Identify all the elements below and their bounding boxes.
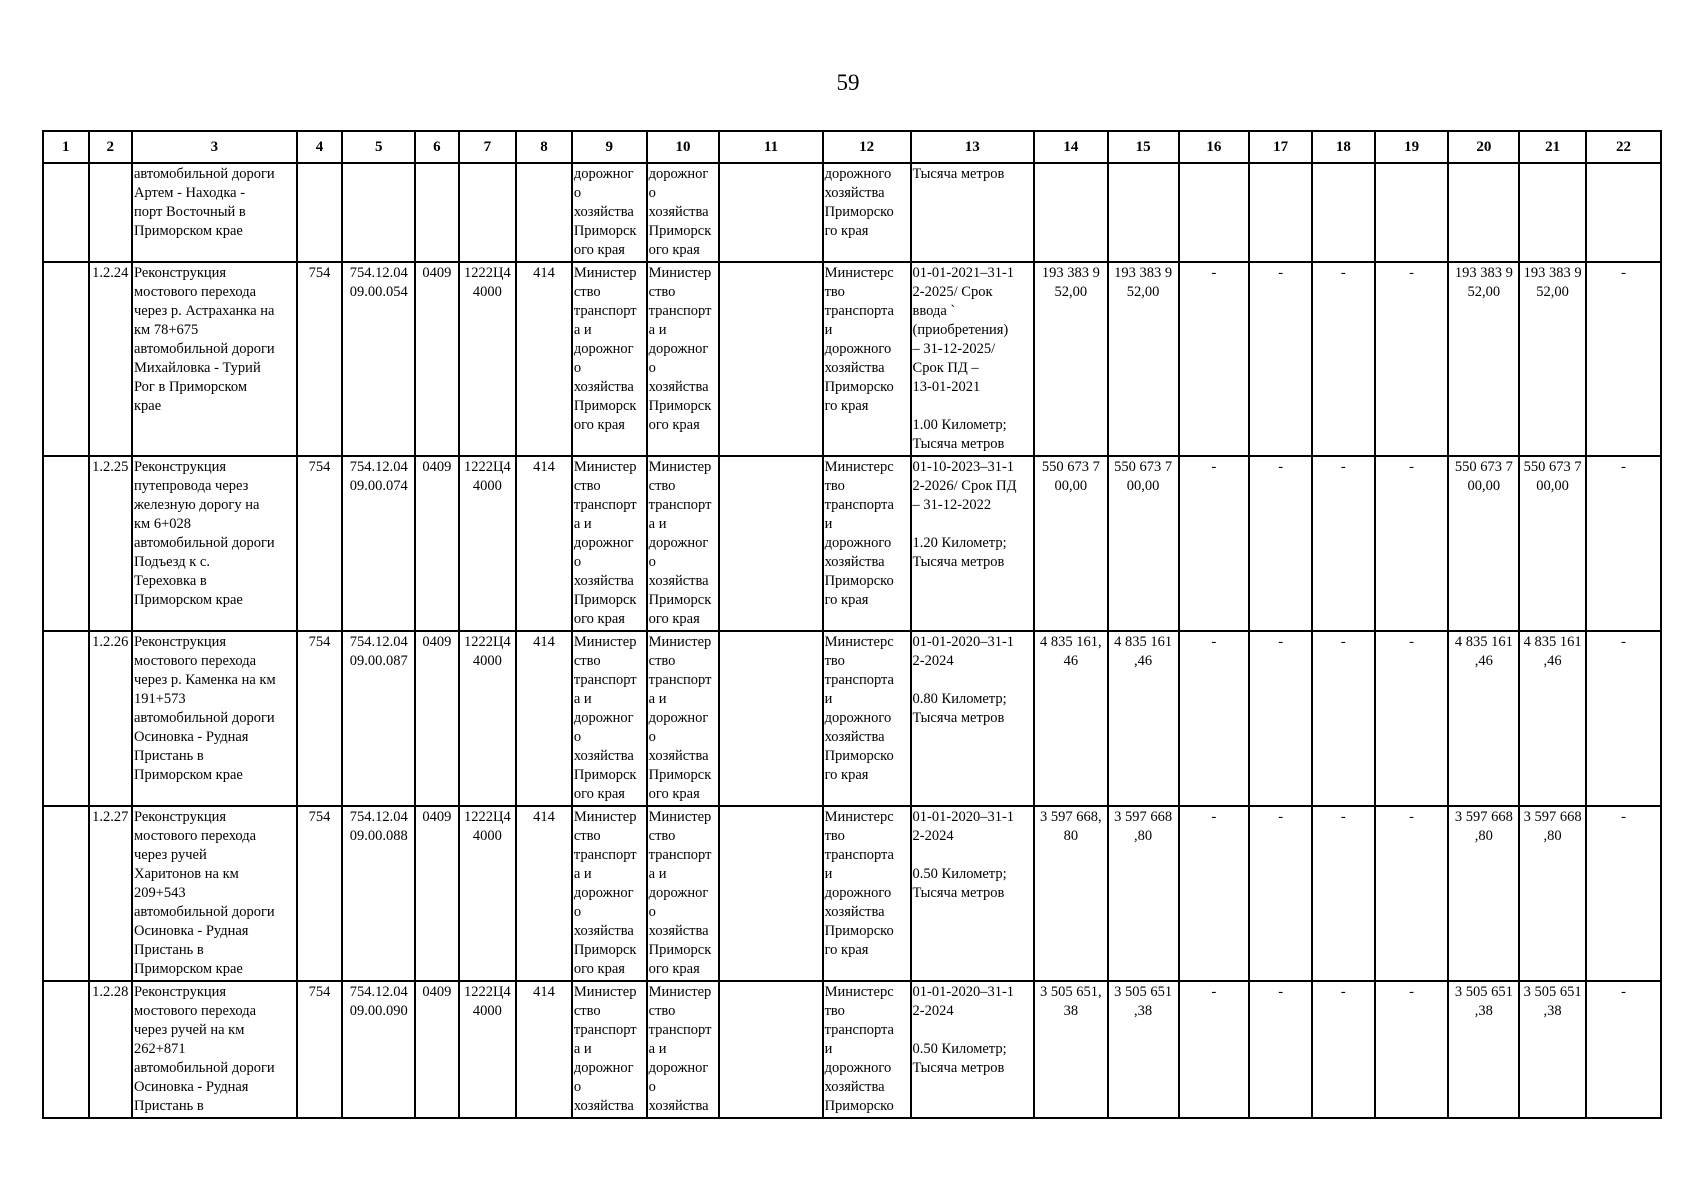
cell: Министер ство транспорт а и дорожног о хозяйства Приморск ого края xyxy=(647,456,720,631)
cell: 1222Ц4 4000 xyxy=(459,456,517,631)
cell: 4 835 161, 46 xyxy=(1034,631,1108,806)
row-number: 1.2.24 xyxy=(89,262,132,456)
table-row xyxy=(43,262,1661,456)
table-row xyxy=(43,806,1661,981)
column-header: 19 xyxy=(1375,131,1449,163)
cell xyxy=(43,631,89,806)
cell: 0409 xyxy=(415,981,458,1118)
cell xyxy=(1448,163,1519,262)
cell: - xyxy=(1375,262,1449,456)
cell: 4 835 161 ,46 xyxy=(1448,631,1519,806)
cell: 01-01-2020–31-1 2-2024 0.50 Километр; Тысяча метров xyxy=(911,981,1034,1118)
column-header: 8 xyxy=(516,131,572,163)
cell xyxy=(43,981,89,1118)
cell: 754.12.04 09.00.087 xyxy=(342,631,415,806)
cell: - xyxy=(1375,631,1449,806)
cell: - xyxy=(1312,631,1375,806)
cell: 3 597 668 ,80 xyxy=(1519,806,1586,981)
cell: 1222Ц4 4000 xyxy=(459,981,517,1118)
cell xyxy=(719,806,822,981)
cell xyxy=(415,163,458,262)
cell: 3 505 651 ,38 xyxy=(1448,981,1519,1118)
cell: - xyxy=(1249,262,1312,456)
object-name: Реконструкция мостового перехода через р. Астраханка на км 78+675 автомобильной дороги Михайловка - Турий Рог в Приморском крае xyxy=(132,262,297,456)
cell: 754.12.04 09.00.074 xyxy=(342,456,415,631)
row-number: 1.2.26 xyxy=(89,631,132,806)
cell: - xyxy=(1312,806,1375,981)
cell: 3 597 668, 80 xyxy=(1034,806,1108,981)
object-name: Реконструкция мостового перехода через ручей на км 262+871 автомобильной дороги Осиновка - Рудная Пристань в xyxy=(132,981,297,1118)
column-header: 11 xyxy=(719,131,822,163)
cell: - xyxy=(1586,631,1661,806)
column-header: 9 xyxy=(572,131,647,163)
cell: 0409 xyxy=(415,262,458,456)
cell xyxy=(719,163,822,262)
cell: автомобильной дороги Артем - Находка - порт Восточный в Приморском крае xyxy=(132,163,297,262)
cell: 01-01-2020–31-1 2-2024 0.50 Километр; Тысяча метров xyxy=(911,806,1034,981)
cell: - xyxy=(1586,262,1661,456)
cell: 754 xyxy=(297,806,343,981)
cell: - xyxy=(1375,806,1449,981)
table-row xyxy=(43,163,1661,262)
cell: 754.12.04 09.00.088 xyxy=(342,806,415,981)
column-header: 22 xyxy=(1586,131,1661,163)
cell: Министерс тво транспорта и дорожного хозяйства Приморско го края xyxy=(823,806,911,981)
cell: Министерс тво транспорта и дорожного хозяйства Приморско го края xyxy=(823,262,911,456)
cell: - xyxy=(1249,456,1312,631)
header-row xyxy=(43,131,1661,163)
cell xyxy=(342,163,415,262)
cell xyxy=(43,163,89,262)
cell: - xyxy=(1375,456,1449,631)
object-name: Реконструкция мостового перехода через ручей Харитонов на км 209+543 автомобильной дороги Осиновка - Рудная Пристань в Приморском крае xyxy=(132,806,297,981)
cell: 1222Ц4 4000 xyxy=(459,262,517,456)
cell: дорожног о хозяйства Приморск ого края xyxy=(647,163,720,262)
cell: - xyxy=(1375,981,1449,1118)
row-number: 1.2.28 xyxy=(89,981,132,1118)
cell: Министерс тво транспорта и дорожного хозяйства Приморско го края xyxy=(823,631,911,806)
cell: 01-01-2021–31-1 2-2025/ Срок ввода ` (приобретения) – 31-12-2025/ Срок ПД – 13-01-2021 1.00 Километр; Тысяча метров xyxy=(911,262,1034,456)
cell xyxy=(89,163,132,262)
cell: - xyxy=(1179,262,1250,456)
page-number: 59 xyxy=(836,70,860,95)
cell: - xyxy=(1249,806,1312,981)
cell xyxy=(1108,163,1179,262)
cell: - xyxy=(1179,631,1250,806)
cell: 4 835 161 ,46 xyxy=(1519,631,1586,806)
cell: 550 673 7 00,00 xyxy=(1034,456,1108,631)
cell: 414 xyxy=(516,981,572,1118)
cell: 414 xyxy=(516,262,572,456)
cell: 3 597 668 ,80 xyxy=(1108,806,1179,981)
cell: Министер ство транспорт а и дорожног о хозяйства xyxy=(572,981,647,1118)
cell: 3 505 651, 38 xyxy=(1034,981,1108,1118)
cell: - xyxy=(1179,456,1250,631)
cell xyxy=(459,163,517,262)
row-number: 1.2.27 xyxy=(89,806,132,981)
cell: 754.12.04 09.00.054 xyxy=(342,262,415,456)
cell: 193 383 9 52,00 xyxy=(1519,262,1586,456)
cell xyxy=(516,163,572,262)
cell: 414 xyxy=(516,456,572,631)
cell xyxy=(1312,163,1375,262)
cell: дорожног о хозяйства Приморск ого края xyxy=(572,163,647,262)
cell xyxy=(1179,163,1250,262)
table-row xyxy=(43,631,1661,806)
column-header: 1 xyxy=(43,131,89,163)
cell: 754 xyxy=(297,456,343,631)
cell: 01-01-2020–31-1 2-2024 0.80 Километр; Тысяча метров xyxy=(911,631,1034,806)
cell: 193 383 9 52,00 xyxy=(1108,262,1179,456)
cell: Министер ство транспорт а и дорожног о хозяйства Приморск ого края xyxy=(647,262,720,456)
cell: Министер ство транспорт а и дорожног о хозяйства Приморск ого края xyxy=(572,631,647,806)
cell: 550 673 7 00,00 xyxy=(1108,456,1179,631)
cell: 754 xyxy=(297,981,343,1118)
cell: 0409 xyxy=(415,806,458,981)
cell xyxy=(1519,163,1586,262)
object-name: Реконструкция мостового перехода через р. Каменка на км 191+573 автомобильной дороги Осиновка - Рудная Пристань в Приморском крае xyxy=(132,631,297,806)
cell: 193 383 9 52,00 xyxy=(1448,262,1519,456)
column-header: 21 xyxy=(1519,131,1586,163)
cell: Тысяча метров xyxy=(911,163,1034,262)
cell: 754 xyxy=(297,631,343,806)
cell xyxy=(297,163,343,262)
column-header: 20 xyxy=(1448,131,1519,163)
cell: 414 xyxy=(516,631,572,806)
cell: - xyxy=(1586,456,1661,631)
cell: Министер ство транспорт а и дорожног о хозяйства xyxy=(647,981,720,1118)
object-name: Реконструкция путепровода через железную дорогу на км 6+028 автомобильной дороги Подъезд к с. Тереховка в Приморском крае xyxy=(132,456,297,631)
cell: 754 xyxy=(297,262,343,456)
table-row xyxy=(43,981,1661,1118)
cell xyxy=(1249,163,1312,262)
cell: 3 597 668 ,80 xyxy=(1448,806,1519,981)
column-header: 2 xyxy=(89,131,132,163)
cell xyxy=(1586,163,1661,262)
column-header: 17 xyxy=(1249,131,1312,163)
cell: - xyxy=(1179,981,1250,1118)
cell: Министер ство транспорт а и дорожног о хозяйства Приморск ого края xyxy=(647,631,720,806)
cell: 0409 xyxy=(415,456,458,631)
cell: 3 505 651 ,38 xyxy=(1108,981,1179,1118)
column-header: 13 xyxy=(911,131,1034,163)
column-header: 5 xyxy=(342,131,415,163)
cell: - xyxy=(1179,806,1250,981)
cell: Министерс тво транспорта и дорожного хозяйства Приморско xyxy=(823,981,911,1118)
cell xyxy=(719,981,822,1118)
column-header: 14 xyxy=(1034,131,1108,163)
column-header: 15 xyxy=(1108,131,1179,163)
column-header: 7 xyxy=(459,131,517,163)
column-header: 4 xyxy=(297,131,343,163)
cell: 193 383 9 52,00 xyxy=(1034,262,1108,456)
cell: 550 673 7 00,00 xyxy=(1519,456,1586,631)
cell: Министер ство транспорт а и дорожног о хозяйства Приморск ого края xyxy=(572,806,647,981)
cell: 414 xyxy=(516,806,572,981)
cell: 3 505 651 ,38 xyxy=(1519,981,1586,1118)
column-header: 6 xyxy=(415,131,458,163)
cell: Министер ство транспорт а и дорожног о хозяйства Приморск ого края xyxy=(647,806,720,981)
cell: - xyxy=(1586,806,1661,981)
cell: Министерс тво транспорта и дорожного хозяйства Приморско го края xyxy=(823,456,911,631)
column-header: 18 xyxy=(1312,131,1375,163)
column-header: 12 xyxy=(823,131,911,163)
cell: дорожного хозяйства Приморско го края xyxy=(823,163,911,262)
cell xyxy=(43,456,89,631)
cell xyxy=(1375,163,1449,262)
cell xyxy=(43,262,89,456)
column-header: 16 xyxy=(1179,131,1250,163)
cell: - xyxy=(1312,262,1375,456)
cell: Министер ство транспорт а и дорожног о хозяйства Приморск ого края xyxy=(572,262,647,456)
cell: - xyxy=(1312,981,1375,1118)
table-row xyxy=(43,456,1661,631)
cell xyxy=(719,456,822,631)
cell: 754.12.04 09.00.090 xyxy=(342,981,415,1118)
cell xyxy=(719,631,822,806)
column-header: 3 xyxy=(132,131,297,163)
row-number: 1.2.25 xyxy=(89,456,132,631)
data-table xyxy=(42,130,1662,1119)
cell: 0409 xyxy=(415,631,458,806)
cell xyxy=(43,806,89,981)
cell: - xyxy=(1312,456,1375,631)
cell: 4 835 161 ,46 xyxy=(1108,631,1179,806)
cell xyxy=(719,262,822,456)
column-header: 10 xyxy=(647,131,720,163)
cell: 01-10-2023–31-1 2-2026/ Срок ПД – 31-12-2022 1.20 Километр; Тысяча метров xyxy=(911,456,1034,631)
cell: - xyxy=(1249,981,1312,1118)
cell: 1222Ц4 4000 xyxy=(459,631,517,806)
cell xyxy=(1034,163,1108,262)
cell: - xyxy=(1249,631,1312,806)
cell: - xyxy=(1586,981,1661,1118)
cell: 550 673 7 00,00 xyxy=(1448,456,1519,631)
cell: 1222Ц4 4000 xyxy=(459,806,517,981)
cell: Министер ство транспорт а и дорожног о хозяйства Приморск ого края xyxy=(572,456,647,631)
